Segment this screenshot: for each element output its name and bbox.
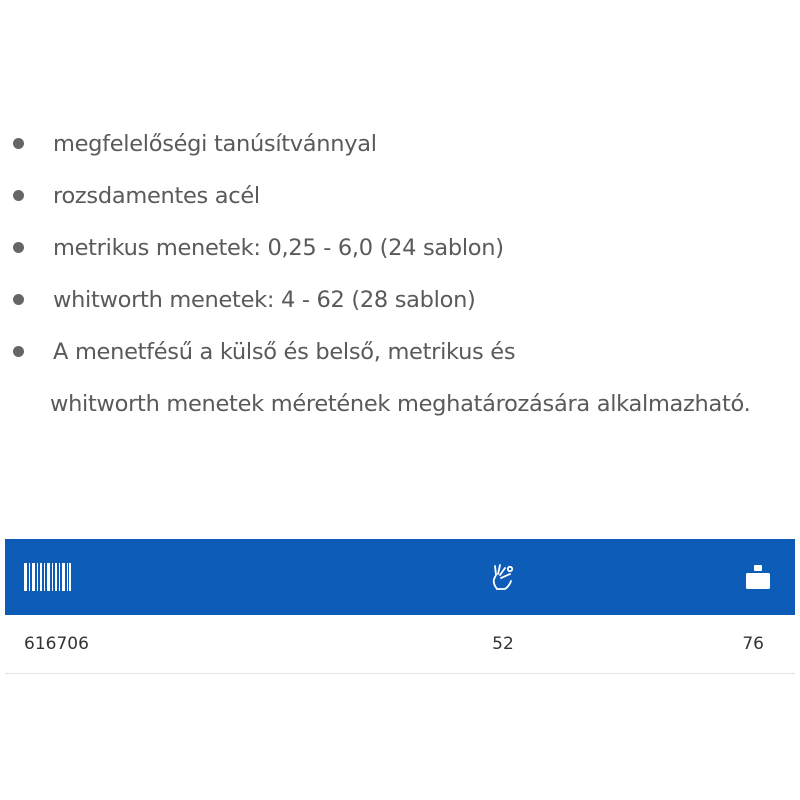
bullet-icon [13, 138, 24, 149]
bullet-icon [13, 346, 24, 357]
bullet-icon [13, 242, 24, 253]
feature-text: megfelelőségi tanúsítvánnyal [53, 131, 377, 157]
feature-item [0, 118, 800, 170]
bullet-icon [13, 190, 24, 201]
feature-item [0, 170, 800, 222]
feature-list [0, 118, 800, 430]
barcode-icon [24, 539, 71, 615]
template-count: 52 [492, 634, 514, 654]
feature-item [0, 274, 800, 326]
spec-table-header [5, 539, 795, 615]
hand-icon [491, 539, 515, 615]
feature-text: rozsdamentes acél [53, 183, 260, 209]
feature-text: A menetfésű a külső és belső, metrikus és [53, 339, 516, 365]
feature-text: metrikus menetek: 0,25 - 6,0 (24 sablon) [53, 235, 504, 261]
product-code: 616706 [24, 634, 89, 654]
weight-icon [745, 539, 771, 615]
feature-text-continuation: whitworth menetek méretének meghatározására alkalmazható. [50, 391, 751, 417]
weight-value: 76 [742, 634, 764, 654]
table-row [5, 615, 795, 674]
feature-text: whitworth menetek: 4 - 62 (28 sablon) [53, 287, 476, 313]
bullet-icon [13, 294, 24, 305]
spec-table [5, 539, 795, 674]
feature-item [0, 326, 800, 430]
feature-item [0, 222, 800, 274]
